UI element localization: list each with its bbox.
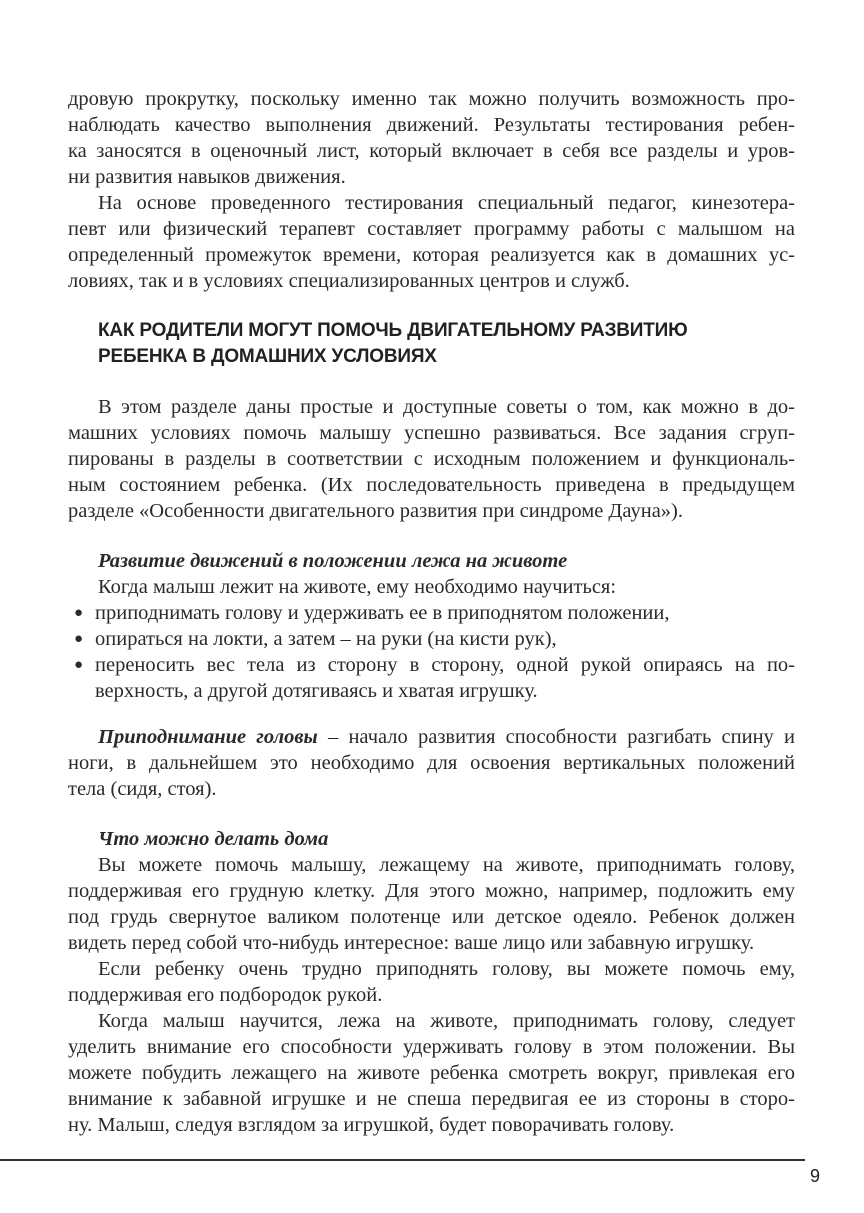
list-item-text: опираться на локти, а затем – на руки (на кисти рук), — [95, 628, 557, 650]
heading-line: РЕБЕНКА В ДОМАШНИХ УСЛОВИЯХ — [98, 346, 437, 367]
bullet-icon: ● — [74, 657, 84, 673]
bullet-icon: ● — [74, 605, 84, 621]
text-line: ловиях, так и в условиях специализированных центров и служб. — [68, 270, 630, 292]
text-line: под грудь свернутое валиком полотенце или детское одеяло. Ребенок должен — [68, 906, 795, 928]
paragraph — [68, 394, 795, 524]
text-line: внимание к забавной игрушке и не спеша передвигая ее из стороны в сторо- — [68, 1088, 795, 1110]
spacer — [68, 802, 795, 826]
text-line: видеть перед собой что-нибудь интересное: ваше лицо или забавную игрушку. — [68, 932, 755, 954]
text-line: определенный промежуток времени, которая реализуется как в домашних ус- — [68, 244, 795, 266]
text-line: поддерживая его грудную клетку. Для этого можно, например, подложить ему — [68, 880, 795, 902]
text-line: тела (сидя, стоя). — [68, 778, 217, 800]
list-item-text: приподнимать голову и удерживать ее в приподнятом положении, — [95, 602, 670, 624]
page-number: 9 — [810, 1166, 821, 1186]
subheading: Что можно делать дома — [98, 828, 329, 850]
heading-line: КАК РОДИТЕЛИ МОГУТ ПОМОЧЬ ДВИГАТЕЛЬНОМУ РАЗВИТИЮ — [98, 320, 688, 341]
text-line: певт или физический терапевт составляет программу работы с малышом на — [68, 218, 795, 240]
spacer — [68, 294, 795, 318]
text-line: ноги, в дальнейшем это необходимо для освоения вертикальных положений — [68, 752, 795, 774]
document-body — [68, 86, 795, 1138]
section-heading — [68, 318, 795, 370]
footer-rule — [0, 1159, 805, 1161]
text-line: Вы можете помочь малышу, лежащему на животе, приподнимать голову, — [98, 854, 795, 876]
list-item-text: верхность, а другой дотягиваясь и хватая игрушку. — [95, 680, 538, 702]
text-line: поддерживая его подбородок рукой. — [68, 984, 383, 1006]
term-definition: – начало развития способности разгибать спину и — [317, 726, 795, 748]
text-line: машних условиях помочь малышу успешно развиваться. Все задания сгруп- — [68, 422, 795, 444]
list-item-line — [68, 652, 795, 678]
paragraph — [68, 956, 795, 1008]
text-line: В этом разделе даны простые и доступные советы о том, как можно в до- — [98, 396, 795, 418]
paragraph — [68, 724, 795, 802]
text-line: наблюдать качество выполнения движений. Результаты тестирования ребен- — [68, 114, 795, 136]
text-line: уделить внимание его способности удерживать голову в этом положении. Вы — [68, 1036, 795, 1058]
list-item — [68, 652, 795, 704]
text-line: Если ребенку очень трудно приподнять голову, вы можете помочь ему, — [98, 958, 795, 980]
paragraph — [68, 1008, 795, 1138]
text-line: ни развития навыков движения. — [68, 166, 346, 188]
list-item-line — [68, 600, 795, 626]
text-line: дровую прокрутку, поскольку именно так можно получить возможность про- — [68, 88, 795, 110]
paragraph — [68, 86, 795, 190]
paragraph — [68, 190, 795, 294]
list-item — [68, 626, 795, 652]
text-line: Когда малыш научится, лежа на животе, приподнимать голову, следует — [98, 1010, 795, 1032]
spacer — [68, 524, 795, 548]
bullet-list — [68, 600, 795, 704]
text-line: На основе проведенного тестирования специальный педагог, кинезотера- — [98, 192, 795, 214]
text-line: можете побудить лежащего на животе ребенка смотреть вокруг, привлекая его — [68, 1062, 795, 1084]
text-line: разделе «Особенности двигательного развития при синдроме Дауна»). — [68, 500, 683, 522]
text-line: Когда малыш лежит на животе, ему необходимо научиться: — [98, 576, 617, 598]
list-item — [68, 600, 795, 626]
text-line: ка заносятся в оценочный лист, который включает в себя все разделы и уров- — [68, 140, 795, 162]
paragraph — [68, 574, 795, 600]
bullet-icon: ● — [74, 631, 84, 647]
paragraph — [68, 852, 795, 956]
list-item-line — [68, 678, 795, 704]
text-line: ным состоянием ребенка. (Их последовательность приведена в предыдущем — [68, 474, 795, 496]
list-item-line — [68, 626, 795, 652]
text-line: ну. Малыш, следуя взглядом за игрушкой, будет поворачивать голову. — [68, 1114, 675, 1136]
spacer — [68, 370, 795, 394]
spacer — [68, 704, 795, 724]
subheading: Развитие движений в положении лежа на животе — [98, 550, 568, 572]
text-line: пированы в разделы в соответствии с исходным положением и функциональ- — [68, 448, 795, 470]
term: Приподнимание головы — [98, 726, 318, 748]
list-item-text: переносить вес тела из сторону в сторону, одной рукой опираясь на по- — [95, 654, 795, 676]
text-line — [68, 724, 795, 750]
